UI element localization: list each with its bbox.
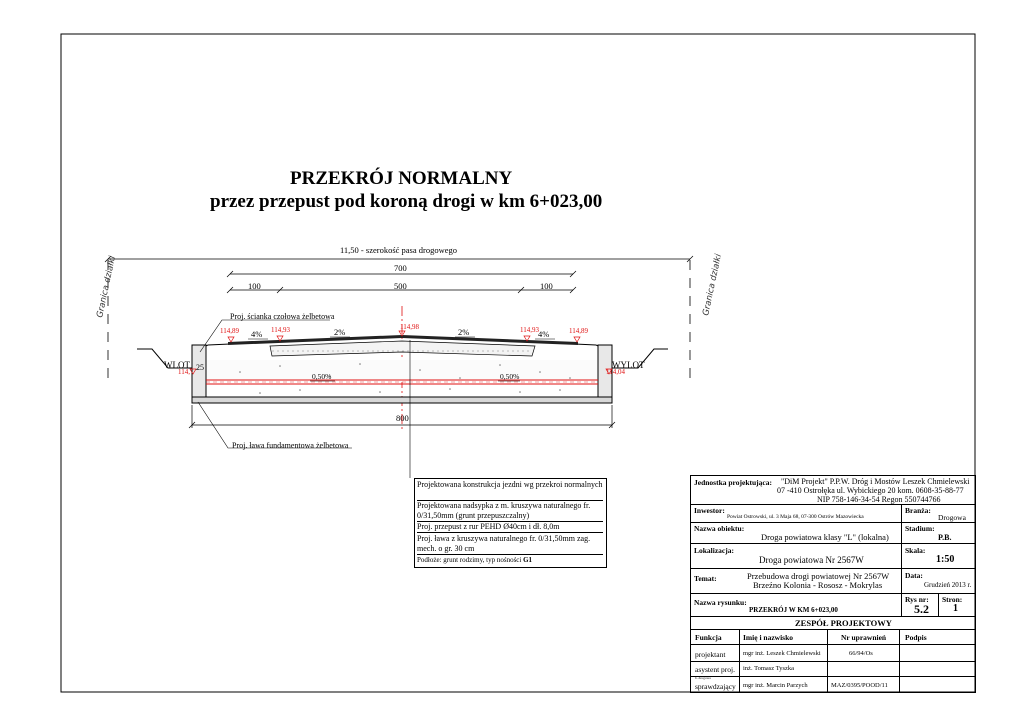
- tb-drawing-name-value: PRZEKRÓJ W KM 6+023,00: [749, 606, 838, 614]
- tb-branch-value: Drogowa: [938, 513, 966, 522]
- tb-pages-label: Stron:: [942, 595, 963, 604]
- dimension-100-left-label: 100: [248, 281, 261, 291]
- title-block: [690, 475, 976, 693]
- footing: [192, 397, 612, 403]
- dimension-500-label: 500: [394, 281, 407, 291]
- tb-stage-value: P.B.: [938, 533, 952, 542]
- pipe-slope-right: 0,50%: [500, 372, 520, 381]
- tb-row-location: [691, 544, 902, 569]
- elevation-1: 114,89: [220, 327, 239, 335]
- elevation-4: 114,89: [569, 327, 588, 335]
- tb-date-label: Data:: [905, 571, 923, 580]
- tb-team-row: [691, 662, 975, 677]
- drawing-subtitle: przez przepust pod koroną drogi w km 6+023,00: [210, 191, 603, 212]
- slope-4-right: 4%: [538, 329, 550, 339]
- tb-row-object: [691, 523, 902, 544]
- tb-scale-value: 1:50: [936, 554, 955, 565]
- tb-investor-label: Inwestor:: [694, 506, 725, 515]
- legend-item-embankment: Projektowana nadsypka z m. kruszywa naturalnego fr. 0/31,50mm (grunt przepuszczalny): [417, 501, 603, 522]
- tb-subject-label: Temat:: [694, 574, 717, 583]
- tb-row-license: 66/94/Os: [849, 650, 873, 657]
- tb-subject-line2: Brzeźno Kolonia - Rososz - Mokrylas: [753, 580, 883, 590]
- dimension-700-label: 700: [394, 263, 407, 273]
- fill-body: [206, 360, 598, 382]
- tb-drawing-name-label: Nazwa rysunku:: [694, 598, 747, 607]
- tb-team-header-label: ZESPÓŁ PROJEKTOWY: [795, 618, 892, 628]
- tb-row-name: mgr inż. Leszek Chmielewski: [743, 650, 821, 657]
- tb-row-subject: [691, 569, 902, 594]
- lane-width-dimension: [105, 256, 693, 262]
- tb-pages-value: 1: [953, 603, 958, 614]
- pipe-slope-left: 0,50%: [312, 372, 332, 381]
- slope-4-left: 4%: [251, 329, 263, 339]
- tb-date-value: Grudzień 2013 r.: [924, 581, 972, 589]
- tb-col-divider: [899, 630, 900, 692]
- soil-type: G1: [523, 556, 533, 564]
- tb-sheet-no-label: Rys nr:: [905, 595, 929, 604]
- inlet-label: WLOT: [164, 360, 190, 370]
- tb-team-columns: [691, 630, 975, 645]
- tb-cell-branch: [902, 505, 975, 523]
- elevation-2: 114,93: [271, 326, 290, 334]
- legend-item-bedding: Proj. ława z kruszywa naturalnego fr. 0/31,50mm zag. mech. o gr. 30 cm: [417, 534, 603, 555]
- elevation-3: 114,93: [520, 326, 539, 334]
- tb-cell-stage: [902, 523, 975, 544]
- tb-row-license: MAZ/0395/POOD/11: [831, 682, 888, 689]
- dimension-25-label: 25: [196, 363, 204, 372]
- tb-sheet-no-value: 5.2: [914, 602, 929, 616]
- boundary-label-right: Granica działki: [701, 253, 724, 317]
- tb-unit-line1: "DiM Projekt" P.P.W. Dróg i Mostów Leszek Chmielewski: [781, 477, 970, 486]
- tb-row-function: asystent proj.: [695, 665, 735, 674]
- tb-cell-pages: [939, 594, 975, 617]
- tb-scale-label: Skala:: [905, 546, 926, 555]
- tb-col-divider: [827, 630, 828, 692]
- tb-location-value: Droga powiatowa Nr 2567W: [759, 555, 864, 565]
- tb-subject-line1: Przebudowa drogi powiatowej Nr 2567W: [747, 571, 890, 581]
- tb-team-row: [691, 645, 975, 662]
- tb-row-investor: [691, 505, 902, 523]
- tb-col-divider: [739, 630, 740, 692]
- tb-unit-line2: 07 -410 Ostrołęka ul. Wybickiego 20 kom. 0608-35-88-77: [777, 486, 964, 495]
- tb-investor-value: Powiat Ostrowski, ul. 3 Maja 68, 07-300 Ostrów Mazowiecka: [727, 514, 864, 520]
- tb-stage-label: Stadium:: [905, 524, 935, 533]
- tb-branch-label: Branża:: [905, 506, 931, 515]
- tb-object-value: Droga powiatowa klasy "L" (lokalna): [761, 532, 889, 542]
- tb-col-license: Nr uprawnień: [841, 633, 887, 642]
- tb-row-name: inż. Tomasz Tyszka: [743, 665, 795, 672]
- slope-2-right: 2%: [458, 327, 470, 337]
- outlet-label: WYLOT: [612, 360, 645, 370]
- tb-row-name: mgr inż. Marcin Parzych: [743, 682, 808, 689]
- tb-team-row: [691, 677, 975, 692]
- drawing-title: PRZEKRÓJ NORMALNY: [290, 168, 513, 189]
- legend-item-pavement: Projektowana konstrukcja jezdni wg przekroi normalnych: [417, 480, 603, 501]
- lane-width-label: 11,50 - szerokość pasa drogowego: [340, 245, 457, 255]
- slope-2-left: 2%: [334, 327, 346, 337]
- dimension-800-label: 800: [396, 413, 409, 423]
- tb-unit-label: Jednostka projektująca:: [694, 478, 772, 487]
- tb-col-signature: Podpis: [905, 633, 927, 642]
- tb-team-header: [691, 617, 975, 630]
- tb-location-label: Lokalizacja:: [694, 546, 734, 555]
- elevation-outlet: 114,04: [606, 368, 625, 376]
- tb-small-note: b. drogowa: [695, 676, 711, 680]
- elevation-center: 114,98: [400, 323, 419, 331]
- footing-label: Proj. ława fundamentowa żelbetowa: [232, 441, 349, 450]
- boundary-label-left: Granica działki: [95, 255, 118, 319]
- tb-cell-scale: [902, 544, 975, 569]
- elevation-inlet: 114,: [178, 368, 190, 376]
- tb-row-function: sprawdzający: [695, 682, 736, 691]
- legend-item-pipe: Proj. przepust z rur PEHD Ø40cm i dł. 8,0m: [417, 522, 603, 533]
- materials-legend: [414, 478, 607, 568]
- soil-label: Podłoże: grunt rodzimy, typ nośności: [417, 556, 522, 564]
- legend-item-soil: [417, 555, 532, 565]
- tb-col-function: Funkcja: [695, 633, 722, 642]
- tb-cell-sheet-no: [902, 594, 939, 617]
- tb-row-function: projektant: [695, 650, 726, 659]
- tb-row-unit: [691, 476, 975, 505]
- headwall-label: Proj. ścianka czołowa żelbetowa: [230, 312, 335, 321]
- tb-row-drawing-name: [691, 594, 902, 617]
- tb-col-name: Imię i nazwisko: [743, 633, 794, 642]
- dimension-100-right-label: 100: [540, 281, 553, 291]
- tb-unit-line3: NIP 758-146-34-54 Regon 550744766: [817, 495, 941, 504]
- tb-cell-date: [902, 569, 975, 594]
- tb-object-label: Nazwa obiektu:: [694, 524, 745, 533]
